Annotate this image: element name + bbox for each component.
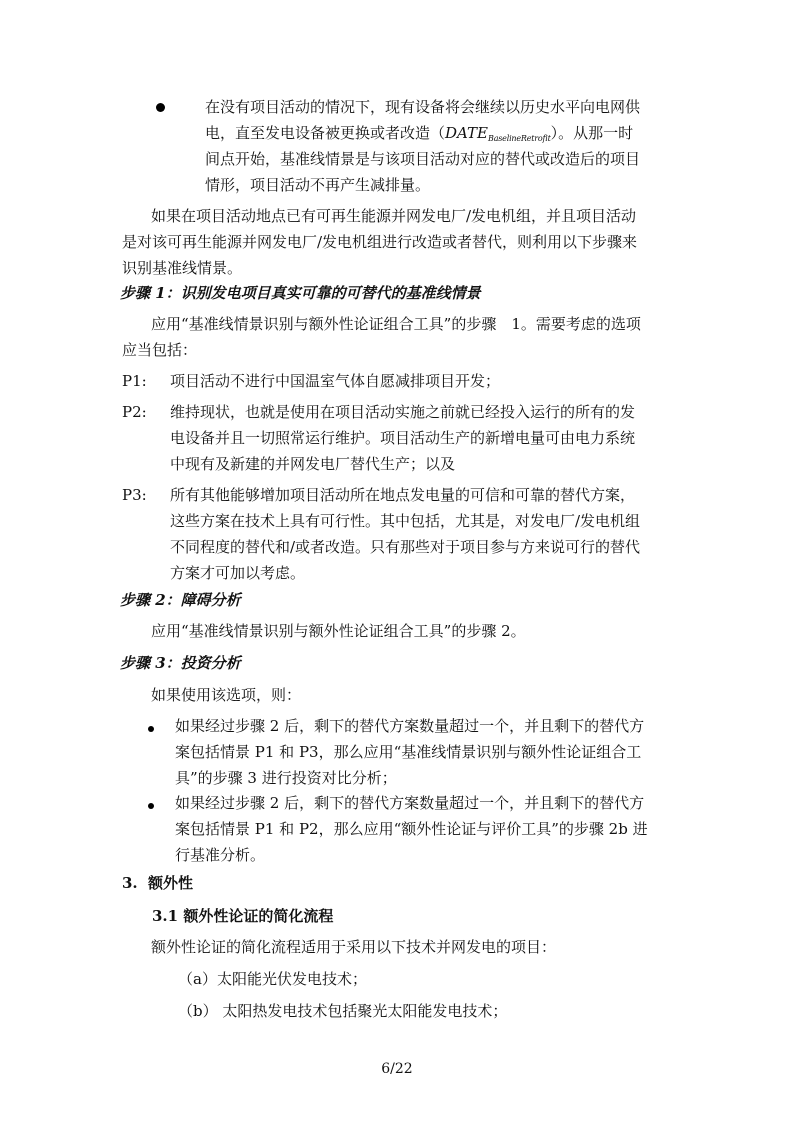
step1-intro-line2: 应当包括： — [122, 341, 198, 359]
para1-line3: 识别基准线情景。 — [122, 259, 243, 277]
option-label-p3: P3: — [122, 486, 147, 504]
section3-item-a: （a）太阳能光伏发电技术； — [178, 970, 367, 988]
bullet-icon — [156, 103, 165, 112]
option-p3-line1: 所有其他能够增加项目活动所在地点发电量的可信和可靠的替代方案， — [170, 486, 636, 504]
section3-title: 额外性 — [148, 874, 194, 892]
step3-bullet1-line2: 案包括情景 P1 和 P3，那么应用“基准线情景识别与额外性论证组合工 — [175, 743, 642, 761]
bullet1-line1: 在没有项目活动的情况下，现有设备将会继续以历史水平向电网供 — [205, 98, 641, 116]
step2-text: 应用“基准线情景识别与额外性论证组合工具”的步骤 2。 — [151, 622, 526, 640]
section3-intro: 额外性论证的简化流程适用于采用以下技术并网发电的项目： — [151, 938, 557, 956]
step3-bullet2-line3: 行基准分析。 — [175, 846, 266, 864]
option-label-p1: P1: — [122, 372, 147, 390]
date-subscript: BaselineRetrofit — [488, 134, 551, 143]
page-number: 6/22 — [381, 1061, 413, 1077]
bullet-icon — [148, 803, 154, 809]
step3-bullet1-line1: 如果经过步骤 2 后，剩下的替代方案数量超过一个，并且剩下的替代方 — [175, 717, 645, 735]
option-p3-line4: 方案才可加以考虑。 — [170, 564, 306, 582]
section3-subheading: 3.1 额外性论证的简化流程 — [152, 907, 334, 925]
para1-line2: 是对该可再生能源并网发电厂/发电机组进行改造或者替代，则利用以下步骤来 — [122, 233, 638, 251]
bullet1-line3: 间点开始，基准线情景是与该项目活动对应的替代或改造后的项目 — [205, 150, 641, 168]
section3-number: 3. — [122, 874, 138, 892]
option-p2-line3: 中现有及新建的并网发电厂替代生产；以及 — [170, 455, 456, 473]
step2-heading: 步骤 2：障碍分析 — [120, 591, 241, 609]
option-p2-line2: 电设备并且一切照常运行维护。项目活动生产的新增电量可由电力系统 — [170, 429, 636, 447]
step3-bullet1-line3: 具”的步骤 3 进行投资对比分析； — [175, 769, 397, 787]
date-variable: DATE — [445, 124, 489, 142]
step3-bullet2-line2: 案包括情景 P1 和 P2，那么应用“额外性论证与评价工具”的步骤 2b 进 — [175, 820, 648, 838]
bullet1-line2: 电，直至发电设备被更换或者改造$(DATE_{BaselineRetrofit})$。从那一时 — [205, 124, 634, 143]
option-label-p2: P2: — [122, 403, 147, 421]
step1-heading: 步骤 1：识别发电项目真实可靠的可替代的基准线情景 — [120, 284, 481, 302]
step1-intro-line1: 应用“基准线情景识别与额外性论证组合工具”的步骤 1。需要考虑的选项 — [151, 315, 641, 333]
step3-bullet2-line1: 如果经过步骤 2 后，剩下的替代方案数量超过一个，并且剩下的替代方 — [175, 794, 645, 812]
option-p1-line1: 项目活动不进行中国温室气体自愿减排项目开发； — [170, 372, 501, 390]
option-p2-line1: 维持现状，也就是使用在项目活动实施之前就已经投入运行的所有的发 — [170, 403, 636, 421]
section3-item-b: （b） 太阳热发电技术包括聚光太阳能发电技术； — [178, 1002, 508, 1020]
bullet-icon — [148, 726, 154, 732]
step3-intro: 如果使用该选项，则： — [151, 686, 302, 704]
step3-heading: 步骤 3：投资分析 — [120, 654, 241, 672]
option-p3-line3: 不同程度的替代和/或者改造。只有那些对于项目参与方来说可行的替代 — [170, 538, 641, 556]
option-p3-line2: 这些方案在技术上具有可行性。其中包括，尤其是，对发电厂/发电机组 — [170, 512, 641, 530]
para1-line1: 如果在项目活动地点已有可再生能源并网发电厂/发电机组，并且项目活动 — [151, 207, 637, 225]
bullet1-line4: 情形，项目活动不再产生减排量。 — [205, 176, 431, 194]
